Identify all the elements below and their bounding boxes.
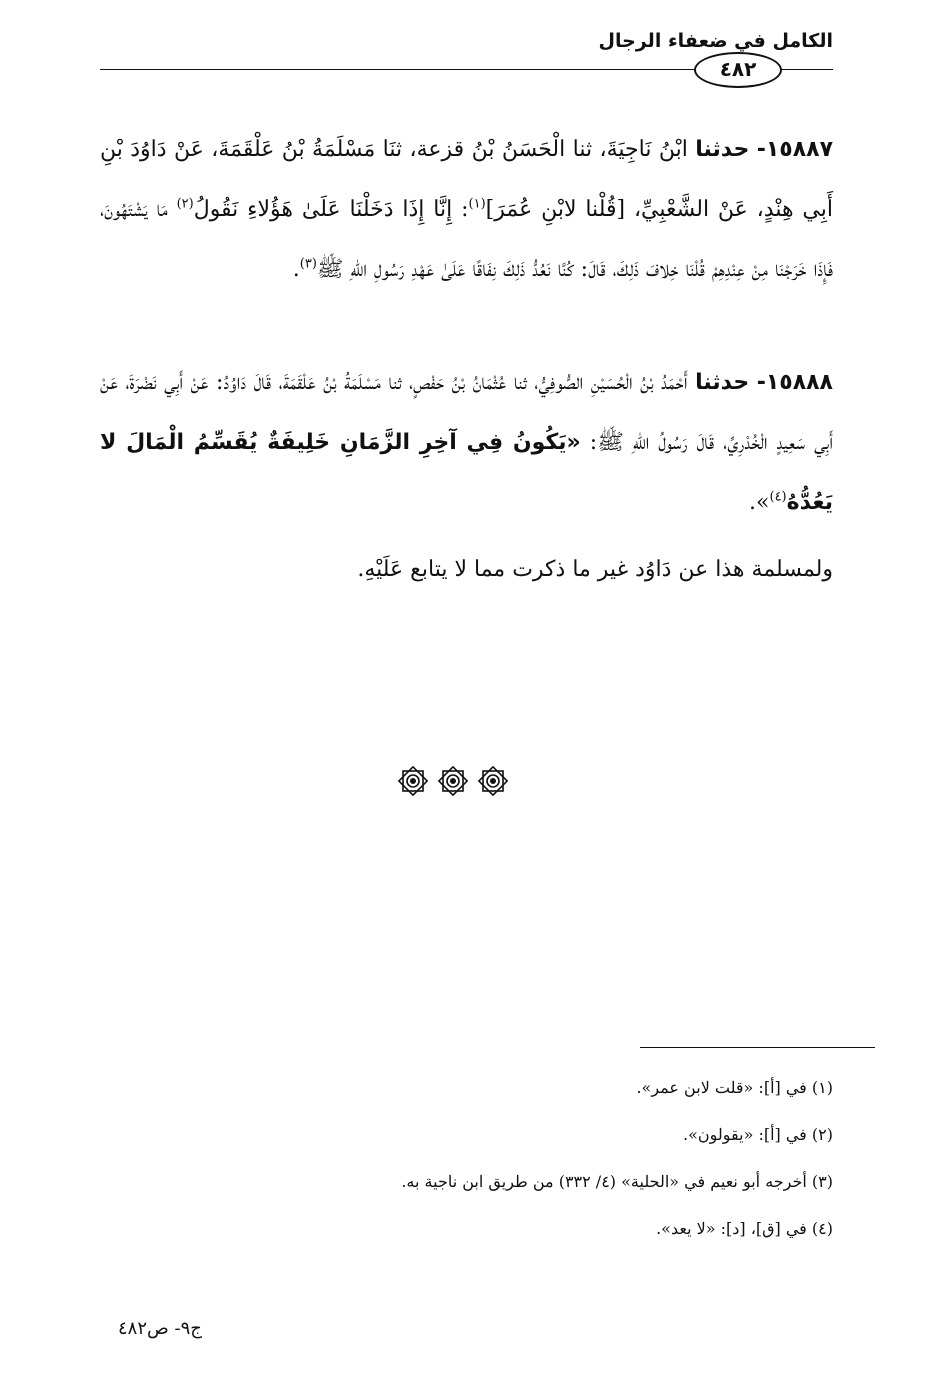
footnote-separator [640,1047,875,1048]
rosette-icon [476,764,510,798]
volume-page-reference: ج٩- ص٤٨٢ [118,1318,202,1339]
footnote-marker: (٣) [299,256,317,272]
page-number-badge: ٤٨٢ [694,52,782,88]
footnote-marker: (٤) [769,489,787,505]
entry-text: أَحْمَدُ بْنُ الْحُسَيْنِ الصُّوفِيُّ، ثنا عُثْمَانُ بْنُ حَفْصٍ، ثنا مَسْلَمَةُ بْنُ عَلْقَمَةَ، قَالَ دَاوُدُ: عَنْ أَبِي نَضْرَةَ، عَنْ أَبِي سَعِيدٍ الْخُدْرِيِّ، قَالَ رَسُولُ اللهِ ﷺ: [100,370,833,455]
footnotes [100,1064,833,1252]
entry-text: مَا يَشْتَهُونَ، فَإِذَا خَرَجْنَا مِنْ عِنْدِهِمْ قُلْنَا خِلافَ ذَلِكَ، قَالَ: كُنَّا نَعُدُّ ذَلِكَ نِفَاقًا عَلَىٰ عَهْدِ رَسُولِ اللهِ ﷺ [100,197,833,282]
rosette-ornament-icon [396,764,536,800]
footnote-item: (٢) في [أ]: «يقولون». [682,1125,833,1144]
quote-end: ». [749,490,770,515]
entry-end: . [292,257,300,282]
footnote-item: (١) في [أ]: «قلت لابن عمر». [636,1078,833,1097]
entry-text: : إِنَّا إِذَا دَخَلْنَا عَلَىٰ هَؤُلاءِ نَقُولُ [193,197,469,222]
footnote-marker: (١) [468,196,486,212]
footnote-item: (٣) أخرجه أبو نعيم في «الحلية» (٤/ ٣٣٢) من طريق ابن ناجية به. [401,1172,833,1191]
hadith-entry-15888 [100,353,833,533]
entry-keyword: حدثنا [695,137,750,162]
rosette-icon [396,764,430,798]
rosette-icon [436,764,470,798]
footnote-item: (٤) في [ق]، [د]: «لا يعد». [656,1219,833,1238]
hadith-entry-15887 [100,120,833,300]
hadith-quote: «يَكُونُ فِي آخِرِ الزَّمَانِ خَلِيفَةٌ يُقَسِّمُ الْمَالَ لا يَعُدُّهُ [100,430,833,515]
entry-text: ابْنُ نَاجِيَةَ، ثنا الْحَسَنُ بْنُ قزعة، ثنَا مَسْلَمَةُ بْنُ عَلْقَمَةَ، عَنْ دَاوُدَ بْنِ أَبِي هِنْدٍ، عَنْ الشَّعْبِيِّ، [قُلْنا لابْنِ عُمَرَ] [100,137,833,222]
running-header-title: الكامل في ضعفاء الرجال [598,30,833,52]
entry-keyword: حدثنا [695,370,750,395]
entry-number: ١٥٨٨٧- [756,137,833,162]
footnote-marker: (٢) [176,196,194,212]
closing-note: ولمسلمة هذا عن دَاوُد غير ما ذكرت مما لا يتابع عَلَيْهِ. [357,557,833,582]
entry-number: ١٥٨٨٨- [756,370,833,395]
